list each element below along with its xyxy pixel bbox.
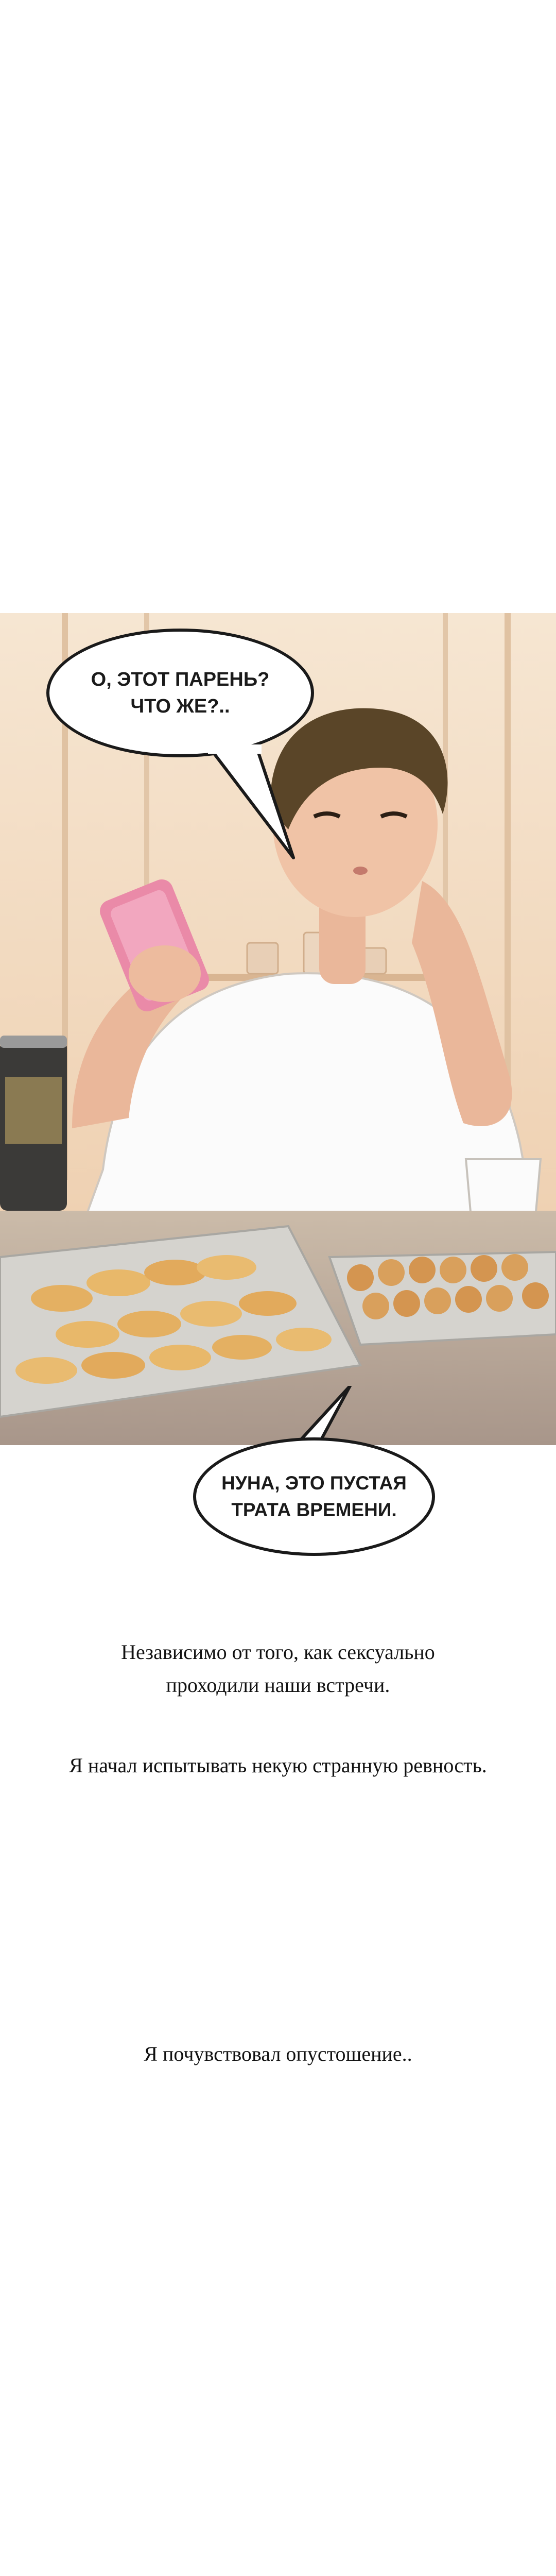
speech-bubble-top-tail: [196, 744, 299, 863]
panel-room-phone-art: [0, 613, 556, 1445]
narration-line-1: Независимо от того, как сексуально проходили наши встречи.: [121, 1640, 435, 1697]
speech-bubble-bottom: [193, 1437, 435, 1556]
speech-bubble-bottom-text: НУНА, ЭТО ПУСТАЯ ТРАТА ВРЕМЕНИ.: [221, 1472, 407, 1520]
speech-bubble-top: [46, 629, 314, 757]
narration-line-2: Я начал испытывать некую странную ревность.: [69, 1754, 487, 1777]
speech-bubble-top-text: О, ЭТОТ ПАРЕНЬ? ЧТО ЖЕ?..: [91, 669, 270, 717]
panel-room-phone: [0, 613, 556, 1445]
narration-line-3: Я почувствовал опустошение..: [144, 2042, 412, 2065]
